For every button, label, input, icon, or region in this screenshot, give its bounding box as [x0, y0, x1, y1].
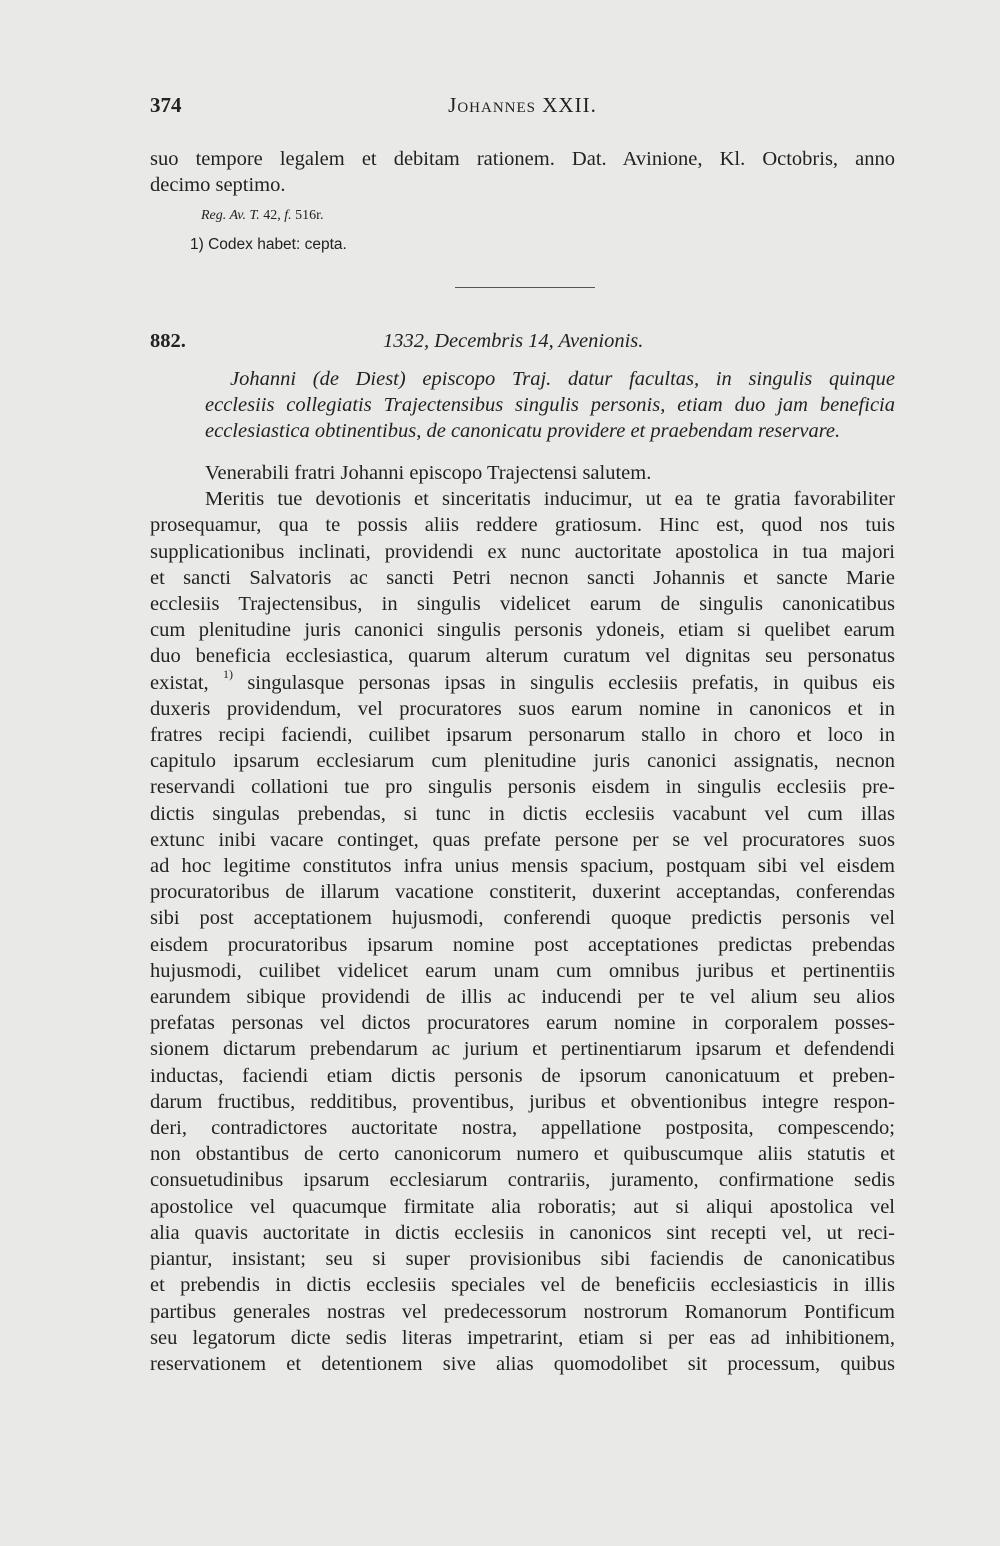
body-line: hujusmodi, cuilibet videlicet earum unam cum omnibus juribus et pertinentiis	[150, 959, 895, 982]
entry-number: 882.	[150, 330, 186, 352]
body-line: existat, $^{1)}$ singulasque personas ipsas in singulis ecclesiis prefatis, in quibus eis	[150, 666, 896, 694]
source-register: Reg. Av. T.	[201, 208, 260, 223]
body-line: duxeris providendum, vel procuratores suos earum nomine in canonicos et in	[150, 697, 895, 720]
text-line: decimo septimo.	[150, 174, 286, 197]
body-line: alia quavis auctoritate in dictis ecclesiis in canonicos sint recepti vel, ut reci-	[150, 1221, 895, 1244]
body-line: ad hoc legitime constitutos infra unius mensis spacium, postquam sibi vel eisdem	[150, 855, 895, 878]
body-line: cum plenitudine juris canonici singulis personis ydoneis, etiam si quelibet earum	[150, 619, 895, 642]
body-line: fratres recipi faciendi, cuilibet ipsarum personarum stallo in choro et loco in	[150, 724, 895, 747]
body-line: deri, contradictores auctoritate nostra, appellatione postposita, compescendo;	[150, 1117, 895, 1140]
body-line: extunc inibi vacare continget, quas prefate persone per se vel procuratores suos	[150, 828, 895, 851]
summary-line: ecclesiis collegiatis Trajectensibus singulis personis, etiam duo jam beneficia	[205, 394, 895, 417]
body-line: et sancti Salvatoris ac sancti Petri necnon sancti Johannis et sancte Marie	[150, 566, 895, 589]
body-line: procuratoribus de illarum vacatione constiterit, duxerint acceptandas, conferendas	[150, 881, 895, 904]
body-line: supplicationibus inclinati, providendi ex nunc auctoritate apostolica in tua majori	[150, 540, 895, 563]
body-line: sibi post acceptationem hujusmodi, conferendi quoque predictis personis vel	[150, 907, 895, 930]
body-line: piantur, insistant; seu si super provisionibus sibi faciendis de canonicatibus	[150, 1248, 895, 1271]
footnote-marker: 1)	[222, 666, 233, 681]
body-line: eisdem procuratoribus ipsarum nomine post acceptationes predictas prebendas	[150, 933, 895, 956]
body-line: darum fructibus, redditibus, proventibus, juribus et obventionibus integre respon-	[150, 1090, 895, 1113]
body-line: apostolice vel quacumque firmitate alia roboratis; aut si aliqui apostolica vel	[150, 1195, 895, 1218]
running-head: Johannes XXII.	[448, 93, 597, 117]
body-line: dictis singulas prebendas, si tunc in dictis ecclesiis vacabunt vel cum illas	[150, 802, 895, 825]
salutation: Venerabili fratri Johanni episcopo Trajectensi salutem.	[205, 462, 652, 484]
text-line: suo tempore legalem et debitam rationem. Dat. Avinione, Kl. Octobris, anno	[150, 148, 895, 170]
source-reference	[201, 208, 324, 224]
summary-line: Johanni (de Diest) episcopo Traj. datur facultas, in singulis quinque	[230, 368, 895, 390]
body-lines	[150, 512, 895, 1377]
body-line: reservandi collationi tue pro singulis personis eisdem in singulis ecclesiis pre-	[150, 776, 895, 799]
body-line: earundem sibique providendi de illis ac inducendi per te vel alium seu alios	[150, 986, 895, 1009]
page-number: 374	[150, 93, 182, 117]
continuation-text	[150, 146, 895, 198]
body-line: et prebendis in dictis ecclesiis speciales vel de beneficiis ecclesiasticis in illis	[150, 1274, 895, 1297]
entry-date: 1332, Decembris 14, Avenionis.	[383, 330, 644, 352]
body-line: prefatas personas vel dictos procuratores earum nomine in corporalem posses-	[150, 1012, 895, 1035]
source-volume: 42,	[263, 208, 281, 223]
letter-body	[150, 460, 895, 1377]
body-line: inductas, faciendi etiam dictis personis de ipsorum canonicatuum et preben-	[150, 1064, 895, 1087]
body-line: seu legatorum dicte sedis literas impetrarint, etiam si per eas ad inhibitionem,	[150, 1326, 895, 1349]
footnote: 1) Codex habet: cepta.	[190, 236, 347, 253]
section-divider	[455, 287, 595, 288]
entry-summary	[205, 366, 895, 445]
body-line: duo beneficia ecclesiastica, quarum alterum curatum vel dignitas seu personatus	[150, 645, 895, 668]
body-line: Meritis tue devotionis et sinceritatis inducimur, ut ea te gratia favorabiliter	[205, 488, 895, 511]
body-line: sionem dictarum prebendarum ac jurium et pertinentiarum ipsarum et defendendi	[150, 1038, 895, 1061]
summary-line: ecclesiastica obtinentibus, de canonicatu providere et praebendam reservare.	[205, 420, 841, 443]
body-line: ecclesiis Trajectensibus, in singulis videlicet earum de singulis canonicatibus	[150, 593, 895, 616]
body-line: consuetudinibus ipsarum ecclesiarum contrariis, juramento, confirmatione sedis	[150, 1169, 895, 1192]
body-line: prosequamur, qua te possis aliis reddere gratiosum. Hinc est, quod nos tuis	[150, 514, 895, 537]
body-line: capitulo ipsarum ecclesiarum cum plenitudine juris canonici assignatis, necnon	[150, 750, 895, 773]
body-line: reservationem et detentionem sive alias quomodolibet sit processum, quibus	[150, 1352, 895, 1375]
source-folio-label: f.	[284, 208, 292, 223]
body-line: non obstantibus de certo canonicorum numero et quibuscumque aliis statutis et	[150, 1143, 895, 1166]
source-folio: 516r.	[295, 208, 324, 223]
page-header	[150, 93, 895, 123]
body-line: partibus generales nostras vel predecessorum nostrorum Romanorum Pontificum	[150, 1300, 895, 1323]
